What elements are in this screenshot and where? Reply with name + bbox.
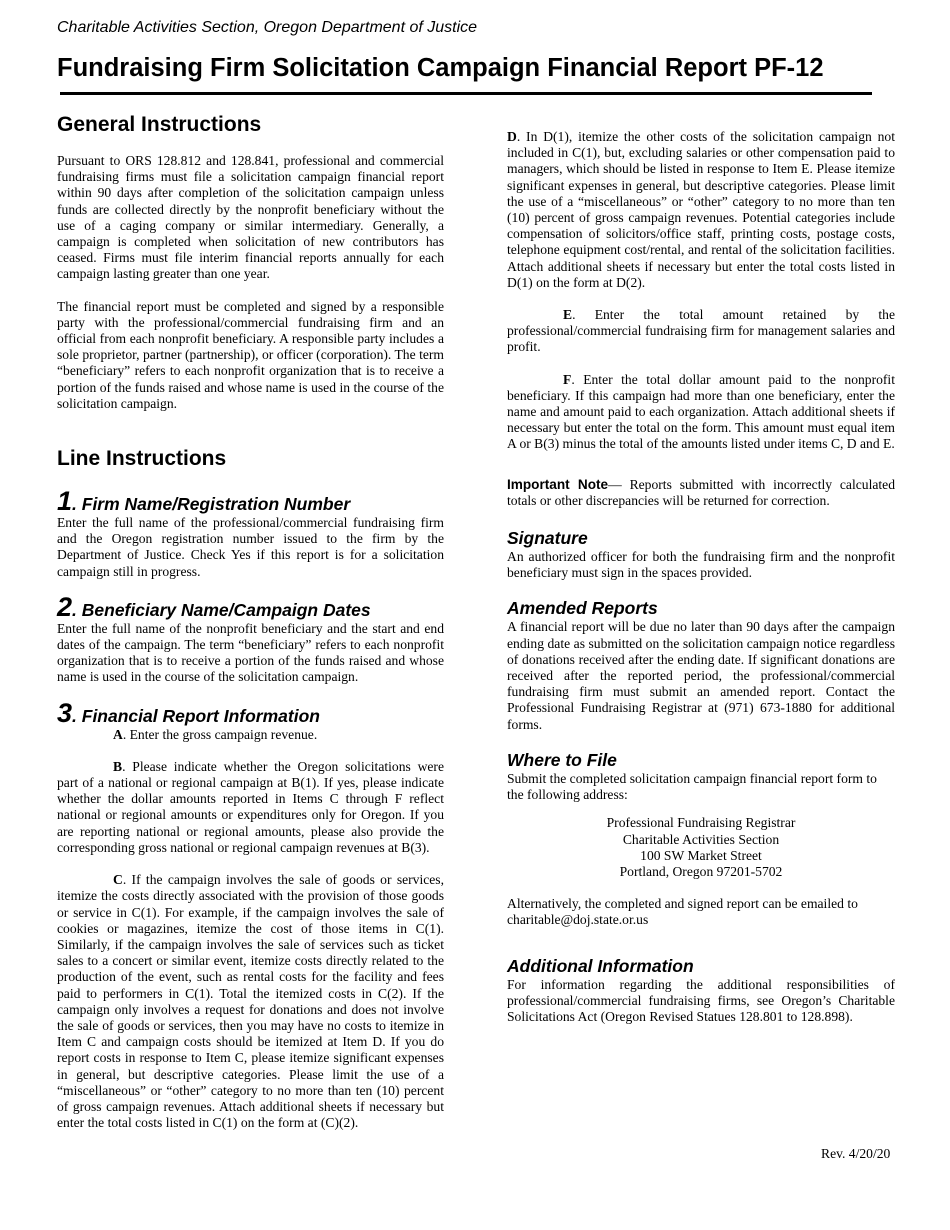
- item-b-body: . Please indicate whether the Oregon solicitations were part of a national or regional campaign at B(1). If yes, please indicate whether the dollar amounts reported in Items C through F reflect national or regional amounts or expenditures only for Oregon. If you are reporting national or regional amounts, please also provide the corresponding gross national or regional campaign revenues at B(3).: [57, 758, 444, 855]
- item-c-body: . If the campaign involves the sale of goods or services, itemize the costs directly associated with the provision of those goods or service in C(1). For example, if the campaign involves the sale of cookies or magazines, itemize the cost of those items in C(1). Similarly, if the campaign involves the sale of services such as ticket sales to a concert or similar event, itemize costs directly related to the production of the event, such as rental costs for the facility and fees paid to performers in C(1). Total the itemized costs in C(2). If the campaign only involves a request for donations and does not involve the sale of goods or services, then you may have no costs to itemize in Item C and campaign costs should be itemized at Item D. If you do report costs in response to Item C, please itemize significant expenses in general, but descriptive categories. Please limit the use of a “miscellaneous” or “other” category to no more than ten (10) percent of gross campaign revenues. Attach additional sheets if necessary but enter the total costs listed in C(1) on the form at (C)(2).: [57, 872, 444, 1131]
- item-d-label: D: [507, 129, 517, 144]
- additional-info-heading: Additional Information: [507, 955, 694, 976]
- item-f-body: . Enter the total dollar amount paid to the nonprofit beneficiary. If this campaign had more than one beneficiary, enter the name and amount paid to each organization. Attach additional sheets if necessary but enter the total on the form. This amount must equal item A or B(3) minus the total of the amounts listed under items C, D and E.: [507, 371, 895, 452]
- section-2-number: 2: [57, 591, 73, 622]
- item-a-label: A: [113, 726, 123, 742]
- page-title: Fundraising Firm Solicitation Campaign Financial Report PF-12: [57, 54, 824, 82]
- amended-heading: Amended Reports: [507, 598, 658, 619]
- item-e-text: [507, 307, 895, 356]
- address-line: 100 SW Market Street: [640, 847, 762, 863]
- where-to-file-heading: Where to File: [507, 749, 617, 770]
- left-column: [57, 112, 444, 1131]
- important-note: [507, 477, 895, 509]
- item-c-text: [57, 872, 444, 1131]
- item-e-body: . Enter the total amount retained by the professional/commercial fundraising firm for management salaries and profit.: [507, 307, 895, 355]
- section-1-title: . Firm Name/Registration Number: [72, 494, 351, 515]
- section-2-heading: [57, 591, 444, 622]
- item-c-label: C: [113, 872, 123, 888]
- address-line: Charitable Activities Section: [622, 831, 780, 847]
- where-to-file-text: Submit the completed solicitation campaign financial report form to the following address:: [507, 770, 877, 803]
- item-b-label: B: [113, 758, 123, 774]
- item-d-body: . In D(1), itemize the other costs of the solicitation campaign not included in C(1), but, excluding salaries or other compensation paid to managers, which should be listed in response to Item E. Please itemize significant expenses in general, but descriptive categories. Please limit the use of a “miscellaneous” or “other” category to no more than ten (10) percent of gross campaign revenues. Potential categories include compensation of solicitors/office staff, printing costs, postage costs, telephone equipment cost/rental, and rental of the solicitation facilities. Attach additional sheets if necessary but enter the total costs listed in D(1) on the form at D(2).: [507, 129, 895, 290]
- revision-date: Rev. 4/20/20: [821, 1146, 891, 1161]
- item-a-text: [57, 727, 444, 743]
- general-paragraph-2: The financial report must be completed and signed by a responsible party with the professional/commercial fundraising firm and an official from each nonprofit beneficiary. A responsible party includes a sole proprietor, partner (partnership), or officer (corporation). The term “beneficiary” refers to each nonprofit organization that is to receive a portion of the funds raised and whose name is used in the course of the solicitation campaign.: [57, 298, 444, 411]
- general-paragraph-1: Pursuant to ORS 128.812 and 128.841, professional and commercial fundraising firms must file a solicitation campaign financial report within 90 days after completion of the solicitation campaign unless funds are collected directly by the nonprofit beneficiary without the use of a caging company or similar intermediary. Generally, a campaign is completed when solicitation of new contributors has ceased. Firms must file interim financial reports annually for each campaign lasting greater than one year.: [57, 153, 444, 282]
- right-column: [507, 113, 895, 1025]
- item-a-body: . Enter the gross campaign revenue.: [122, 726, 318, 742]
- general-instructions-heading: General Instructions: [57, 113, 262, 136]
- section-1-heading: [57, 486, 444, 517]
- section-1-text: Enter the full name of the professional/commercial fundraising firm and the Oregon registration number issued to the firm by the Department of Justice. Check Yes if this report is for a solicitation campaign still in progress.: [57, 515, 444, 579]
- section-3-title: . Financial Report Information: [72, 705, 320, 726]
- item-f-text: [507, 372, 895, 453]
- additional-info-text: For information regarding the additional responsibilities of professional/commercial fundraising firms, see Oregon’s Charitable Solicitations Act (Oregon Revised Statues 128.801 to 128.898).: [507, 976, 895, 1024]
- section-1-number: 1: [57, 486, 73, 517]
- section-2-text: Enter the full name of the nonprofit beneficiary and the start and end dates of the campaign. The term “beneficiary” refers to each nonprofit organization that is to receive a portion of the funds raised and whose name is used in the course of the solicitation campaign.: [57, 620, 444, 685]
- section-2-title: . Beneficiary Name/Campaign Dates: [72, 599, 371, 620]
- signature-text: An authorized officer for both the fundraising firm and the nonprofit beneficiary must sign in the spaces provided.: [507, 549, 895, 581]
- item-e-label: E: [563, 307, 573, 323]
- agency-line: Charitable Activities Section, Oregon Department of Justice: [57, 19, 478, 36]
- amended-text: A financial report will be due no later than 90 days after the campaign ending date as submitted on the solicitation campaign notice regardless of donations received after the ending date. If significant donations are received after the reported period, the professional/commercial fundraising firm must submit an amended report. Contact the Professional Fundraising Registrar at (971) 673-1880 for additional forms.: [507, 619, 895, 732]
- item-b-text: [57, 759, 444, 856]
- section-3-number: 3: [57, 697, 73, 728]
- item-f-label: F: [563, 371, 572, 387]
- important-note-label: Important Note: [507, 476, 609, 492]
- email-text: Alternatively, the completed and signed report can be emailed to charitable@doj.state.or.us: [507, 896, 858, 928]
- mailing-address: [507, 815, 895, 880]
- address-line: Professional Fundraising Registrar: [606, 815, 796, 831]
- important-note-text: — Reports submitted with incorrectly calculated totals or other discrepancies will be returned for correction.: [507, 476, 895, 508]
- signature-heading: Signature: [507, 528, 588, 549]
- item-d-text: [507, 129, 895, 291]
- line-instructions-heading: Line Instructions: [57, 447, 227, 471]
- title-divider: [60, 92, 872, 95]
- section-3-heading: [57, 697, 444, 728]
- address-line: Portland, Oregon 97201-5702: [619, 863, 783, 879]
